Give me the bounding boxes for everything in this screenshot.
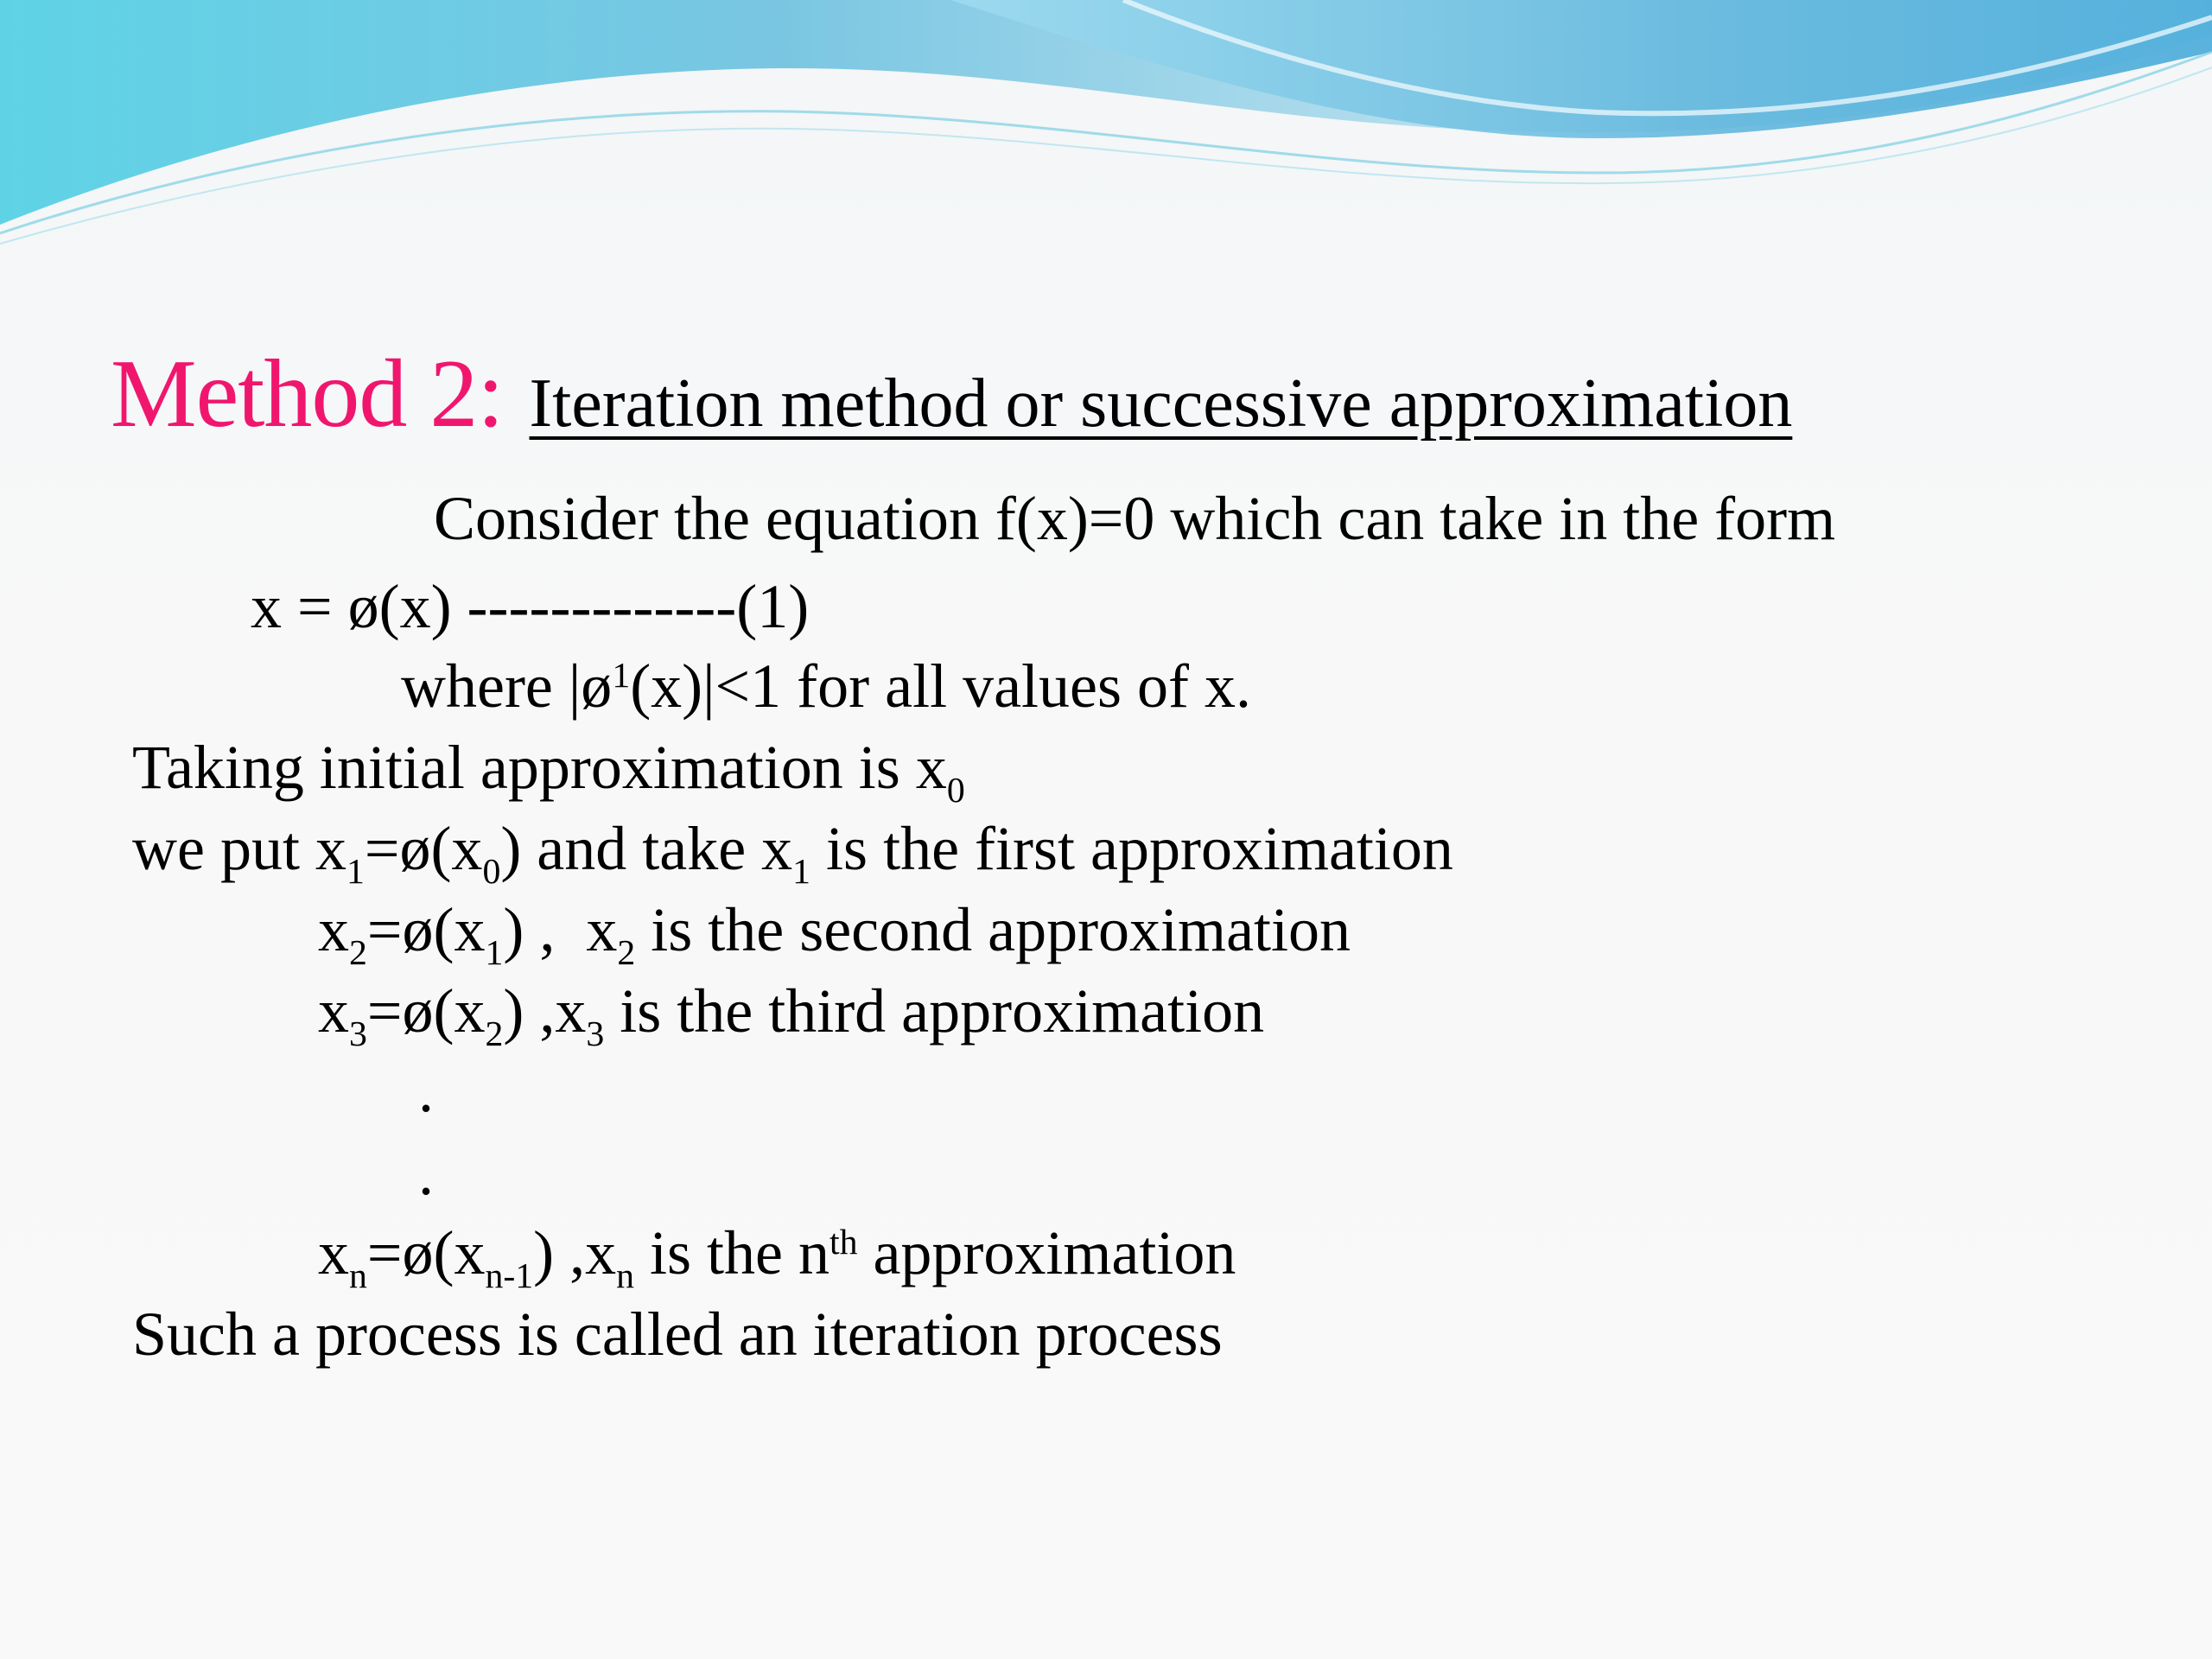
x3-line: $x_3=ø(x_2)$ $,x_3$ is the third approximation — [318, 976, 1265, 1054]
method-title: Iteration method or successive approximation — [529, 365, 1793, 442]
x2-line: $x_2=ø(x_1)$ , $x_2$ is the second approximation — [318, 895, 1351, 973]
wave-decoration — [0, 0, 2212, 276]
conclusion-line: Such a process is called an iteration process — [132, 1300, 1223, 1369]
ellipsis-dot-2: . — [418, 1139, 434, 1208]
slide-title — [111, 339, 1792, 450]
we-put-line: we put $x_1=ø(x_0)$ and take $x_1$ is the first approximation — [132, 814, 1453, 892]
xn-line: $x_n=ø(x_{n-1})$ $,x_n$ is the $n^{th}$ approximation — [318, 1218, 1236, 1296]
ellipsis-dot-1: . — [418, 1056, 434, 1125]
method-label: Method 2: — [111, 340, 504, 448]
where-line: where $|ø^1(x)|<1$ for all values of x. — [401, 652, 1251, 721]
consider-line: Consider the equation f(x)=0 which can take in the form — [434, 484, 1836, 553]
taking-line: Taking initial approximation is $x_0$ — [132, 733, 965, 810]
equation-1-line: x = ø(x) -------------(1) — [251, 572, 810, 641]
